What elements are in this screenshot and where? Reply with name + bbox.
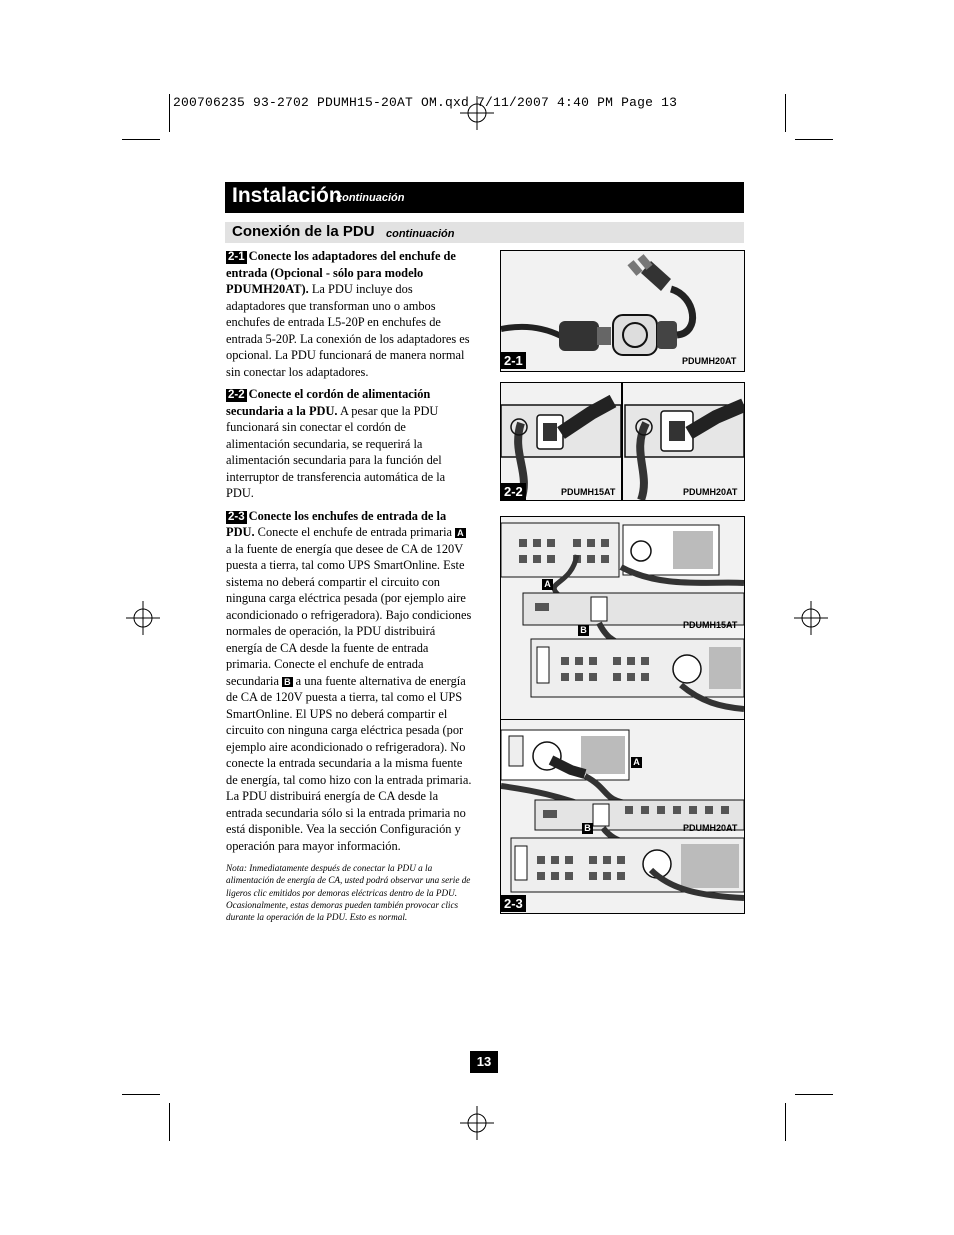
figure-2-1 <box>500 250 745 372</box>
step-body: a la fuente de energía que desee de CA de 120V puesta a tierra, tal como UPS SmartOnline. Este sistema no deberá compartir el circuito con ninguna carga eléctrica pesada (por ejemplo aire acondicionado o refrigeradora). Bajo condiciones normales de operación, la PDU distribuirá energía de CA desde la fuente de entrada primaria. Conecte el enchufe de entrada secundaria <box>226 541 472 688</box>
registration-mark-top <box>460 96 494 130</box>
chapter-subtitle: continuación <box>336 192 405 204</box>
crop-mark <box>795 139 833 140</box>
figure-tag: 2-2 <box>501 483 526 500</box>
figure-2-3-pdumh15at <box>500 516 745 721</box>
instructions-column <box>226 248 472 923</box>
figure-caption: PDUMH20AT <box>682 356 737 366</box>
step-tag: 2-3 <box>228 510 245 523</box>
step-tag: 2-1 <box>228 251 245 263</box>
step-body: La PDU incluye dos adaptadores que transforman uno o ambos enchufes de entrada L5-20P en enchufes de entrada 5-20P. La conexión de los adaptadores es opcional. La PDU funcionará de manera normal sin conectar los adaptadores. <box>226 282 470 379</box>
pdumh15at-connection-illustration <box>501 517 744 720</box>
chapter-header <box>225 182 744 213</box>
step-2-3 <box>226 508 472 855</box>
figure-2-2 <box>500 382 745 501</box>
figure-caption: PDUMH15AT <box>683 620 738 630</box>
step-tag: 2-2 <box>228 389 245 401</box>
input-b-marker: B <box>582 823 593 834</box>
crop-mark <box>795 1094 833 1095</box>
print-slug: 200706235 93-2702 PDUMH15-20AT OM.qxd 7/11/2007 4:40 PM Page 13 <box>173 95 678 110</box>
figure-caption: PDUMH20AT <box>683 823 738 833</box>
figure-tag: 2-1 <box>501 352 526 369</box>
step-body: a una fuente alternativa de energía de CA de 120V puesta a tierra, tal como el UPS SmartOnline. El UPS no deberá compartir el circuito con ninguna carga eléctrica pesada (por ejemplo aire acondicionado o refrigeradora). No conecte la entrada secundaria a la misma fuente de energía, tal como hizo con la entrada primaria. La PDU distribuirá energía de CA desde la entrada secundaria sólo si la entrada primaria no está disponible. Vea la sección Configuración y operación para mayor información. <box>226 673 472 853</box>
step-body: Conecte el enchufe de entrada primaria <box>254 525 456 539</box>
figure-caption-right: PDUMH20AT <box>683 487 738 497</box>
step-heading: Conecte los enchufes de entrada de la PDU. <box>226 508 447 539</box>
crop-mark <box>169 1103 170 1141</box>
crop-mark <box>785 94 786 132</box>
figure-2-3-pdumh20at <box>500 719 745 914</box>
registration-mark-bottom <box>460 1106 494 1140</box>
section-header <box>225 222 744 243</box>
page-number: 13 <box>470 1051 498 1073</box>
step-heading: Conecte el cordón de alimentación secundaria a la PDU. <box>226 387 431 418</box>
input-b-marker: B <box>578 625 589 636</box>
crop-mark <box>785 1103 786 1141</box>
input-a-marker: A <box>631 757 642 768</box>
step-heading: Conecte los adaptadores del enchufe de entrada (Opcional - sólo para modelo PDUMH20AT). <box>226 249 456 296</box>
figure-tag: 2-3 <box>501 895 526 912</box>
input-a-marker: A <box>457 528 464 538</box>
chapter-title: Instalación <box>232 184 342 207</box>
input-a-marker: A <box>542 579 553 590</box>
crop-mark <box>169 94 170 132</box>
registration-mark-right <box>794 601 828 635</box>
secondary-cord-illustration <box>501 383 744 500</box>
figure-caption-left: PDUMH15AT <box>561 487 616 497</box>
pdumh20at-connection-illustration <box>501 720 744 913</box>
note: Nota: Inmediatamente después de conectar la PDU a la alimentación de energía de CA, usted podrá observar una serie de ligeros clic emitidos por demoras eléctricas dentro de la PDU. Ocasionalmente, estas demoras pueden también provocar clics durante la operación de la PDU. Esto es normal. <box>226 863 471 923</box>
step-2-2 <box>226 386 472 502</box>
crop-mark <box>122 1094 160 1095</box>
section-title: Conexión de la PDU <box>232 223 375 240</box>
section-subtitle: continuación <box>386 228 455 240</box>
adapter-illustration <box>501 251 744 371</box>
step-body: A pesar que la PDU funcionará sin conectar el cordón de alimentación secundaria, se requerirá la alimentación secundaria para la función del interruptor de transferencia automática de la PDU. <box>226 403 446 500</box>
crop-mark <box>122 139 160 140</box>
registration-mark-left <box>126 601 160 635</box>
input-b-marker: B <box>284 676 291 687</box>
step-2-1 <box>226 248 472 380</box>
